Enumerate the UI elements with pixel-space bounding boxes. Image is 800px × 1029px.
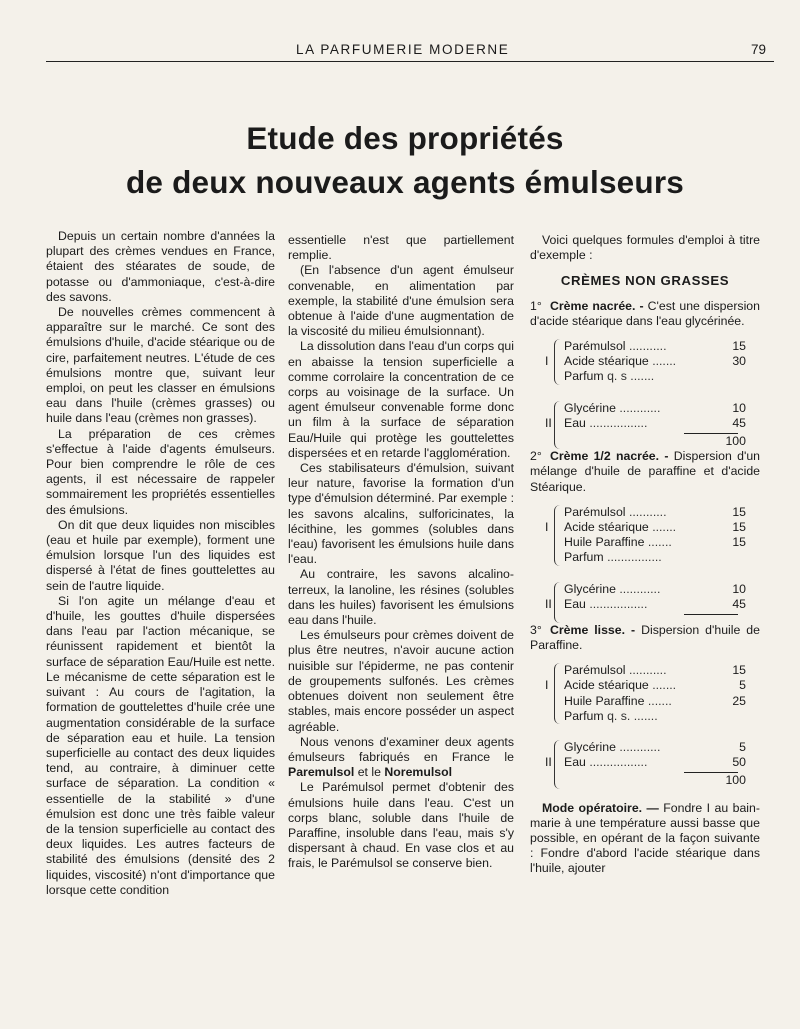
formula-name: Crème 1/2 nacrée. - xyxy=(550,449,669,464)
formula-number: 1° xyxy=(530,298,542,313)
leader-dots: ............ xyxy=(619,740,661,755)
ingredient-qty: 5 xyxy=(739,678,746,693)
leader-dots: ................. xyxy=(589,415,648,430)
ingredient-row xyxy=(564,582,760,597)
formula-title xyxy=(530,299,760,329)
products-intro: Nous venons d'examiner deux agents émulseurs fabriqués en France xyxy=(288,734,514,764)
ingredient-name: Parfum xyxy=(564,369,604,384)
leader-dots: ............ xyxy=(619,400,661,415)
formula-name: Crème lisse. - xyxy=(550,622,636,637)
group-label: I xyxy=(545,354,549,369)
group-label: II xyxy=(545,415,552,430)
paragraph: La préparation de ces crèmes s'effectue à l'aide d'agents émulseurs. Pour bien comprendre le rôle de ces agents, il est nécessaire de rappeler sommairement les propriétés essentielles des émulsions. xyxy=(46,426,275,517)
paragraph-products xyxy=(288,735,514,781)
group-label: I xyxy=(545,519,549,534)
formula-group xyxy=(530,740,760,789)
group-label: II xyxy=(545,596,552,611)
paragraph: (En l'absence d'un agent émulseur convenable, en alimentation par exemple, la stabilité d'une émulsion sera obtenue à l'aide d'une augmentation de la viscosité du milieu émulsionnant). xyxy=(288,263,514,339)
ingredient-name: Eau xyxy=(564,596,586,611)
ingredient-row xyxy=(564,755,760,770)
article-title xyxy=(40,116,770,204)
leader-dots: ........... xyxy=(628,504,667,519)
brace xyxy=(554,740,563,789)
paragraph: Depuis un certain nombre d'années la plupart des crèmes vendues en France, étaient des stéarates de soude, de potasse ou d'ammoniaque, c'est-à-dire des savons. xyxy=(46,229,275,304)
ingredient-name: Glycérine xyxy=(564,740,616,755)
paragraph: La dissolution dans l'eau d'un corps qui en abaisse la tension superficielle a comme corrolaire la concentration de ce corps au voisinage de la surface. Un agent émulseur convenable forme donc un film à la surface de séparation Eau/Huile qui protège les gouttelettes dispersées et en retarde l'agglomération. xyxy=(288,339,514,460)
paragraph: Le Parémulsol permet d'obtenir des émulsions huile dans l'eau. C'est un corps blanc, soluble dans l'huile de Paraffine, insoluble dans l'eau, mais s'y dispersant à chaud. En vase clos et au frais, le Parémulsol se conserve bien. xyxy=(288,780,514,871)
ingredient-row xyxy=(564,354,760,369)
ingredient-row xyxy=(564,416,760,431)
formula-title xyxy=(530,623,760,653)
ingredient-name: Parémulsol xyxy=(564,504,626,519)
ingredient-qty: 50 xyxy=(732,755,746,770)
ingredient-qty: 5 xyxy=(739,740,746,755)
formula-title xyxy=(530,449,760,495)
ingredient-name: Acide stéarique xyxy=(564,678,649,693)
ingredient-row xyxy=(564,694,760,709)
leader-dots: ....... xyxy=(647,535,672,550)
ingredient-row xyxy=(564,597,760,612)
leader-dots: ................. xyxy=(589,755,648,770)
formula-total: 100 xyxy=(725,773,746,788)
ingredient-name: Eau xyxy=(564,755,586,770)
paragraph: Si l'on agite un mélange d'eau et d'huile, les gouttes d'huile dispersées dans l'eau par l'action mécanique, se réunissent rapidement et bientôt la surface de séparation Eau/Huile est nette. Le mécanisme de cette séparation est le suivant : Au cours de l'agitation, la formation de gouttelettes d'huile crée une augmentation considérable de la surface de séparation eau et huile. La tension superficielle au contact des deux liquides tend, au contraire, à diminuer cette surface de séparation. La condition « essentielle de la stabilité » d'une émulsion est donc une très faible valeur de la tension superficielle au contact des deux liquides. Les autres facteurs de stabilité des émulsions (densité des 2 liquides, viscosité) n'ont d'importance que lorsque cette condition xyxy=(46,593,275,897)
ingredient-row xyxy=(564,505,760,520)
mode-operatoire xyxy=(530,801,760,877)
formulas-intro: Voici quelques formules d'emploi à titre d'exemple : xyxy=(530,233,760,263)
ingredient-name: Acide stéarique xyxy=(564,519,649,534)
products-et: et le xyxy=(357,765,381,780)
ingredient-qty: 15 xyxy=(732,663,746,678)
product-name-noremulsol: Noremulsol xyxy=(384,765,453,780)
ingredient-qty: 25 xyxy=(732,693,746,708)
formula-group xyxy=(530,582,760,623)
total-row xyxy=(564,434,760,449)
leader-dots: ....... xyxy=(652,354,677,369)
brace xyxy=(554,401,563,450)
ingredient-qty: 15 xyxy=(732,535,746,550)
ingredient-name: Glycérine xyxy=(564,400,616,415)
ingredient-row xyxy=(564,709,760,724)
ingredient-qty: 30 xyxy=(732,354,746,369)
formula-description: Dispersion d'un mélange d'huile de paraffine et d'acide Stéarique. xyxy=(530,449,761,494)
mode-operatoire-text: Fondre I au bain-marie à une température aussi basse que possible, en opérant de la façon suivante : Fondre d'abord l'acide stéarique dans l'huile, ajouter xyxy=(530,800,760,876)
ingredient-name: Huile Paraffine xyxy=(564,535,645,550)
page-number: 79 xyxy=(750,42,766,57)
paragraph: Les émulseurs pour crèmes doivent de plus être neutres, n'avoir aucune action nuisible sur l'épiderme, ne pas contenir de groupements sulfonés. Les crèmes obtenues doivent non seulement être stables, mais encore posséder un aspect agréable. xyxy=(288,628,514,734)
paragraph: Au contraire, les savons alcalino-terreux, la lanoline, les résines (solubles dans les huiles) favorisent les émulsions eau dans l'huile. xyxy=(288,567,514,628)
total-row xyxy=(564,615,760,623)
leader-dots: ................ xyxy=(607,550,662,565)
running-head: LA PARFUMERIE MODERNE xyxy=(296,42,510,57)
ingredient-row xyxy=(564,550,760,565)
leader-dots: ....... xyxy=(647,693,672,708)
ingredient-row xyxy=(564,663,760,678)
formula-description: C'est une dispersion d'acide stéarique dans l'eau glycérinée. xyxy=(530,298,760,328)
total-row xyxy=(564,773,760,788)
formula-group xyxy=(530,505,760,566)
formula-total: 100 xyxy=(725,433,746,448)
ingredient-row xyxy=(564,740,760,755)
section-heading: CRÈMES NON GRASSES xyxy=(560,273,730,289)
page-header xyxy=(46,38,774,62)
ingredient-row xyxy=(564,535,760,550)
leader-dots: ................. xyxy=(589,596,648,611)
paragraph: On dit que deux liquides non miscibles (eau et huile par exemple), forment une émulsion lorsque l'un des liquides est dispersé à l'état de fines gouttelettes au sein de l'autre liquide. xyxy=(46,517,275,593)
column-3 xyxy=(530,233,760,877)
ingredient-qty: 15 xyxy=(732,519,746,534)
leader-dots: q. s ....... xyxy=(607,369,655,384)
group-label: II xyxy=(545,755,552,770)
products-le: le xyxy=(504,749,514,764)
column-1 xyxy=(46,229,275,898)
title-line-2: de deux nouveaux agents émulseurs xyxy=(125,164,685,200)
header-rule xyxy=(46,61,774,62)
ingredient-row xyxy=(564,678,760,693)
ingredient-name: Parémulsol xyxy=(564,339,626,354)
formula-description: Dispersion d'huile de Paraffine. xyxy=(530,622,760,653)
leader-dots: ........... xyxy=(628,663,667,678)
ingredient-qty: 10 xyxy=(732,400,746,415)
ingredient-name: Parémulsol xyxy=(564,663,626,678)
leader-dots: ............ xyxy=(619,581,661,596)
column-2 xyxy=(288,233,514,872)
mode-operatoire-label: Mode opératoire. — xyxy=(542,800,659,815)
formula-group xyxy=(530,663,760,724)
group-label: I xyxy=(545,678,549,693)
ingredient-qty: 45 xyxy=(732,596,746,611)
brace xyxy=(554,663,563,724)
ingredient-row xyxy=(564,339,760,354)
brace xyxy=(554,505,563,566)
leader-dots: q. s. ....... xyxy=(607,708,658,723)
title-line-1: Etude des propriétés xyxy=(246,120,564,156)
ingredient-qty: 15 xyxy=(732,504,746,519)
leader-dots: ........... xyxy=(628,339,667,354)
ingredient-name: Parfum xyxy=(564,708,604,723)
formula-group xyxy=(530,401,760,450)
leader-dots: ....... xyxy=(652,519,677,534)
ingredient-name: Acide stéarique xyxy=(564,354,649,369)
ingredient-row xyxy=(564,401,760,416)
formula-number: 3° xyxy=(530,622,542,637)
paragraph: essentielle n'est que partiellement remplie. xyxy=(288,233,514,263)
product-name-paremulsol: Paremulsol xyxy=(288,765,355,780)
ingredient-qty: 45 xyxy=(732,415,746,430)
ingredient-row xyxy=(564,520,760,535)
paragraph: Ces stabilisateurs d'émulsion, suivant leur nature, favorise la formation d'un type d'émulsion déterminé. Par exemple : les savons alcalins, sulforicinates, la lécithine, les gommes (solubles dans l'eau) favorisent les émulsions huile dans l'eau. xyxy=(288,461,514,567)
ingredient-qty: 10 xyxy=(732,581,746,596)
brace xyxy=(554,582,563,623)
leader-dots: ....... xyxy=(652,678,677,693)
formula-number: 2° xyxy=(530,449,542,464)
ingredient-name: Glycérine xyxy=(564,581,616,596)
brace xyxy=(554,339,563,385)
formula-name: Crème nacrée. - xyxy=(550,298,644,313)
formula-group xyxy=(530,339,760,385)
ingredient-qty: 15 xyxy=(732,339,746,354)
paragraph: De nouvelles crèmes commencent à apparaître sur le marché. Ce sont des émulsions d'huile, d'acide stéarique ou de cire, parfaitement neutres. L'étude de ces émulsions montre que, suivant leur emploi, on peut les classer en émulsions eau dans l'huile (crèmes grasses) ou huile dans l'eau (crèmes non grasses). xyxy=(46,305,275,426)
ingredient-name: Parfum xyxy=(564,550,604,565)
ingredient-name: Huile Paraffine xyxy=(564,693,645,708)
ingredient-row xyxy=(564,369,760,384)
ingredient-name: Eau xyxy=(564,415,586,430)
